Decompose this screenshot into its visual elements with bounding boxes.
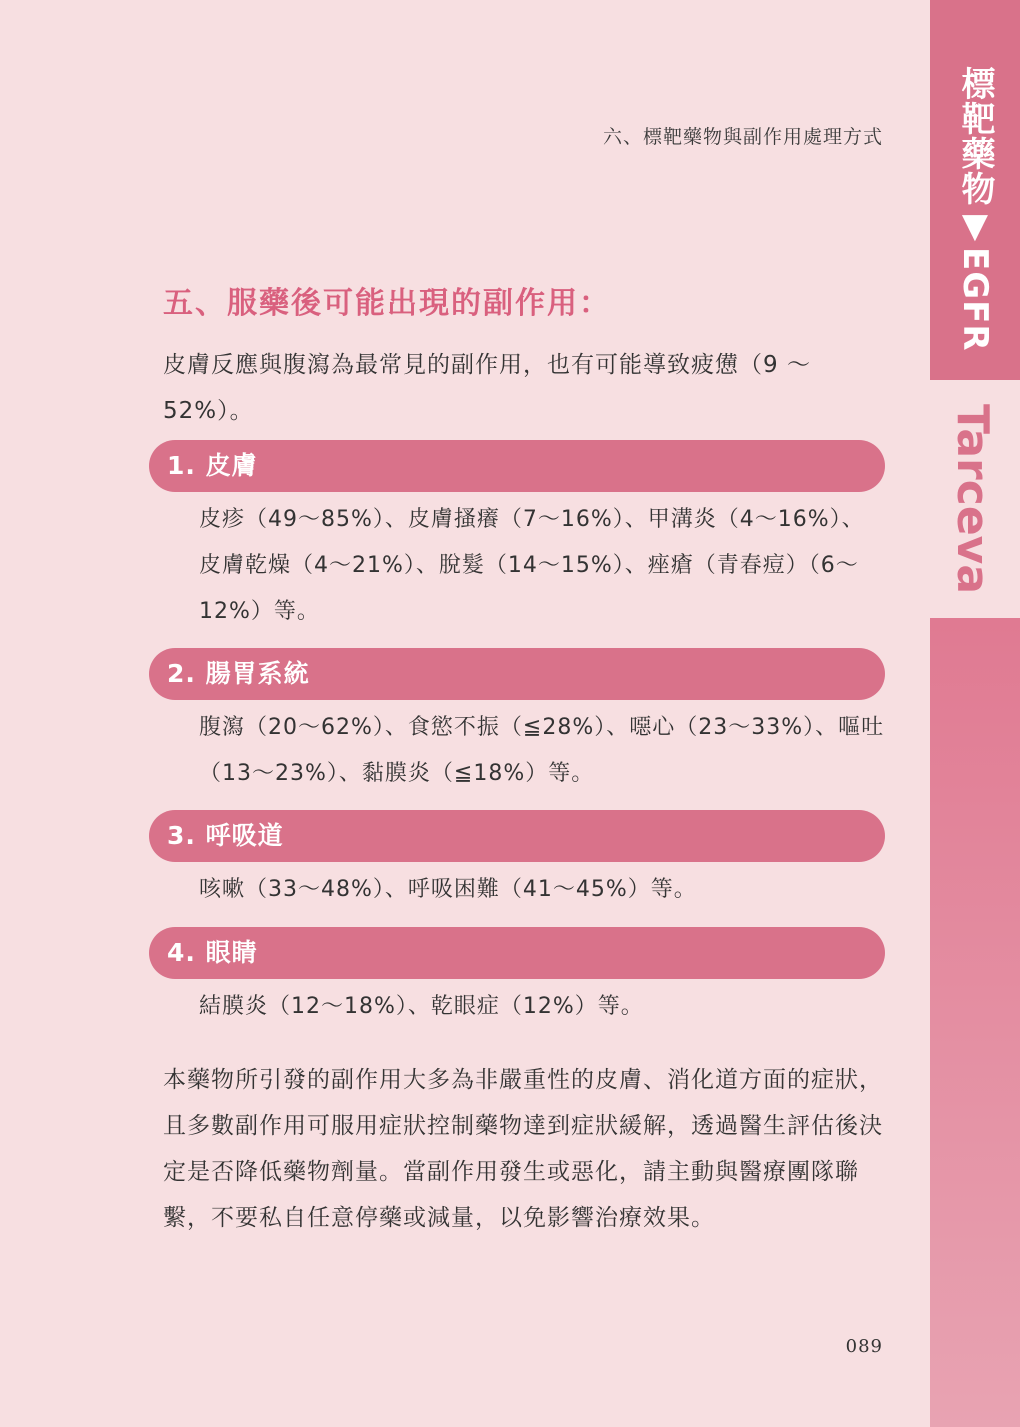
intro-paragraph: 皮膚反應與腹瀉為最常見的副作用，也有可能導致疲憊（9 ～ 52%）。 bbox=[163, 352, 811, 424]
side-band bbox=[930, 618, 1020, 1427]
chapter-tab-label bbox=[945, 66, 1005, 352]
closing-paragraph: 本藥物所引發的副作用大多為非嚴重性的皮膚、消化道方面的症狀，且多數副作用可服用症狀控制藥物達到症狀緩解，透過醫生評估後決定是否降低藥物劑量。當副作用發生或惡化，請主動與醫療團隊聯繫，不要私自任意停藥或減量，以免影響治療效果。 bbox=[163, 1067, 883, 1231]
item-body-eyes: 結膜炎（12～18%）、乾眼症（12%）等。 bbox=[199, 994, 644, 1019]
drug-name: Tarceva bbox=[947, 404, 998, 595]
item-body-skin: 皮疹（49～85%）、皮膚搔癢（7～16%）、甲溝炎（4～16%）、皮膚乾燥（4～21%）、脫髮（14～15%）、痤瘡（青春痘）（6～12%）等。 bbox=[199, 507, 865, 624]
chapter-marker: ▼ bbox=[955, 206, 995, 247]
item-heading-skin: 1. 皮膚 bbox=[149, 440, 885, 492]
item-heading-gi: 2. 腸胃系統 bbox=[149, 648, 885, 700]
running-header: 六、標靶藥物與副作用處理方式 bbox=[602, 126, 883, 148]
chapter-cjk: 標靶藥物 bbox=[955, 66, 995, 206]
item-heading-eyes: 4. 眼睛 bbox=[149, 927, 885, 979]
section-title: 五、服藥後可能出現的副作用： bbox=[163, 286, 611, 321]
item-body-gi: 腹瀉（20～62%）、食慾不振（≦28%）、噁心（23～33%）、嘔吐（13～23%）、黏膜炎（≦18%）等。 bbox=[199, 715, 885, 786]
chapter-latin: EGFR bbox=[955, 247, 995, 352]
page-number: 089 bbox=[845, 1336, 883, 1357]
item-heading-respiratory: 3. 呼吸道 bbox=[149, 810, 885, 862]
item-body-respiratory: 咳嗽（33～48%）、呼吸困難（41～45%）等。 bbox=[199, 877, 697, 902]
